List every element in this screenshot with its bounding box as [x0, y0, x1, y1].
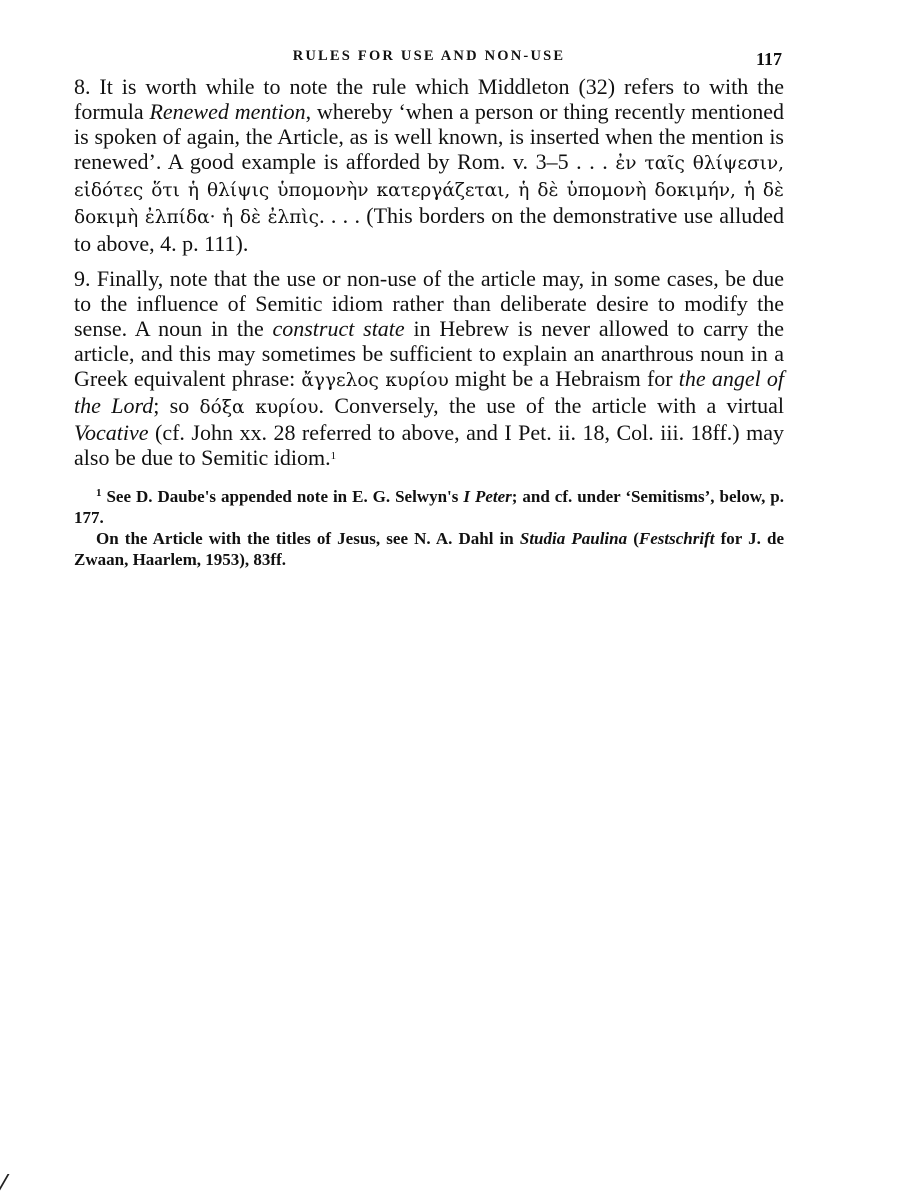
footnote-2 [74, 528, 784, 570]
paragraph-8-text-1: 8. It is worth while to note the rule which Middleton (32) refers to with the formula [74, 74, 784, 125]
title-i-peter: I Peter [463, 487, 512, 507]
paragraph-8-text-3: . . . . (This borders on the demonstrative use alluded to above, 4. p. 111). [74, 203, 785, 256]
footnote-2-text-1: On the Article with the titles of Jesus, see N. A. Dahl in [96, 529, 520, 549]
paragraph-9 [74, 266, 784, 471]
title-studia-paulina: Studia Paulina [519, 529, 628, 549]
term-vocative: Vocative [74, 420, 149, 446]
paragraph-9-text-2: in Hebrew is never allowed to carry the article, and this may sometimes be sufficient to explain an anarthrous noun in a Greek equivalent phrase: [74, 315, 784, 392]
scan-edge-mark [0, 1174, 22, 1200]
term-renewed-mention: Renewed mention [149, 99, 306, 125]
footnote-1 [74, 486, 784, 528]
footnote-2-text-3: for J. de Zwaan, Haarlem, 1953), 83ff. [74, 529, 784, 570]
footnote-1-text-1: See D. Daube's appended note in E. G. Selwyn's [101, 487, 464, 507]
paragraph-9-text-5: . Conversely, the use of the article with a virtual [318, 393, 784, 419]
page-number: 117 [755, 49, 782, 69]
paragraph-9-text-4: ; so [153, 393, 200, 419]
paragraph-8-text-2: , whereby ‘when a person or thing recently mentioned is spoken of again, the Article, as is well known, is inserted when the mention is renewed’. A good example is afforded by Rom. v. 3–5 . . . [74, 99, 784, 175]
greek-phrase-angelos-kyriou: ἄγγελος κυρίου [301, 370, 449, 392]
title-festschrift: Festschrift [638, 529, 715, 549]
running-head [74, 48, 784, 74]
greek-quotation-romans: ἐν ταῖς θλίψεσιν, εἰδότες ὅτι ἡ θλίψις ὑπομονὴν κατεργάζεται, ἡ δὲ ὑπομονὴ δοκιμήν, ἡ δὲ δοκιμὴ ἐλπίδα· ἡ δὲ ἐλπὶς [74, 153, 784, 229]
greek-phrase-doxa-kyriou: δόξα κυρίου [199, 397, 319, 419]
footnotes [74, 486, 784, 570]
term-construct-state: construct state [272, 315, 405, 341]
paragraph-9-text-1: 9. Finally, note that the use or non-use of the article may, in some cases, be due to the influence of Semitic idiom rather than deliberate desire to modify the sense. A noun in the [74, 265, 784, 341]
footnote-2-text-2: ( [627, 529, 639, 549]
footnote-1-text-2: ; and cf. under ‘Semitisms’, below, p. 177. [74, 487, 785, 528]
paragraph-9-text-3: might be a Hebraism for [448, 366, 679, 392]
running-title: RULES FOR USE AND NON-USE [292, 48, 566, 64]
footnote-marker: 1 [96, 487, 102, 500]
book-page [74, 48, 784, 570]
paragraph-9-text-6: (cf. John xx. 28 referred to above, and I Pet. ii. 18, Col. iii. 18ff.) may also be due to Semitic idiom. [74, 420, 784, 471]
footnote-reference[interactable]: 1 [330, 450, 337, 463]
term-angel-of-the-lord: the angel of the Lord [74, 366, 785, 419]
paragraph-8 [74, 74, 784, 256]
